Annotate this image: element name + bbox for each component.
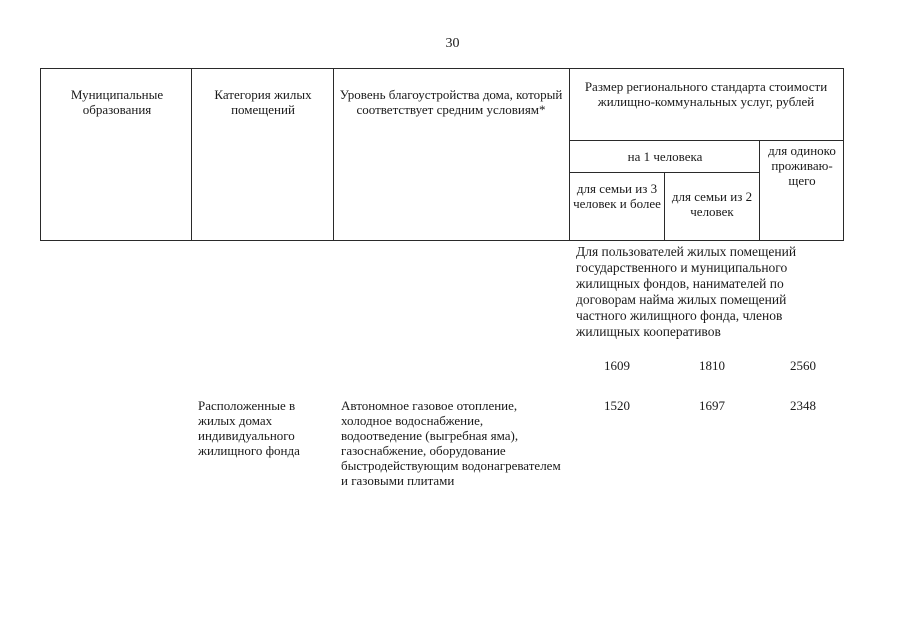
header-family2: для семьи из 2 человек [671,189,753,219]
header-single: для одиноко проживаю-щего [768,143,836,188]
header-per-person: на 1 человека [627,149,703,164]
header-municipal: Муниципальные образования [70,87,164,117]
header-family3: для семьи из 3 человек и более [573,181,661,211]
table-header [40,68,844,241]
header-level: Уровень благоустройства дома, который соответствует средним условиям* [339,87,563,117]
users-note: Для пользователей жилых помещений государственного и муниципального жилищных фондов, нанимателей по договорам найма жилых помещений частного жилищного фонда, членов жилищных кооперативов [576,244,797,339]
row-1-single: 2560 [790,358,816,373]
row-divider [569,172,759,173]
page-number: 30 [445,36,460,51]
header-category: Категория жилых помещений [214,87,312,117]
column-divider [569,69,570,240]
column-divider [664,172,665,240]
header-standard: Размер регионального стандарта стоимости жилищно-коммунальных услуг, рублей [584,79,828,109]
row-1-family2: 1810 [699,358,725,373]
row-2-family2: 1697 [699,398,725,413]
column-divider [333,69,334,240]
row-2-family3: 1520 [604,398,630,413]
column-divider [191,69,192,240]
row-2-category: Расположенные в жилых домах индивидуального жилищного фонда [198,398,300,458]
row-2-single: 2348 [790,398,816,413]
row-2-level: Автономное газовое отопление, холодное водоснабжение, водоотведение (выгребная яма), газоснабжение, оборудование быстродействующим водонагревателем и газовыми плитами [341,398,561,488]
row-1-family3: 1609 [604,358,630,373]
column-divider [759,140,760,240]
row-divider [569,140,843,141]
